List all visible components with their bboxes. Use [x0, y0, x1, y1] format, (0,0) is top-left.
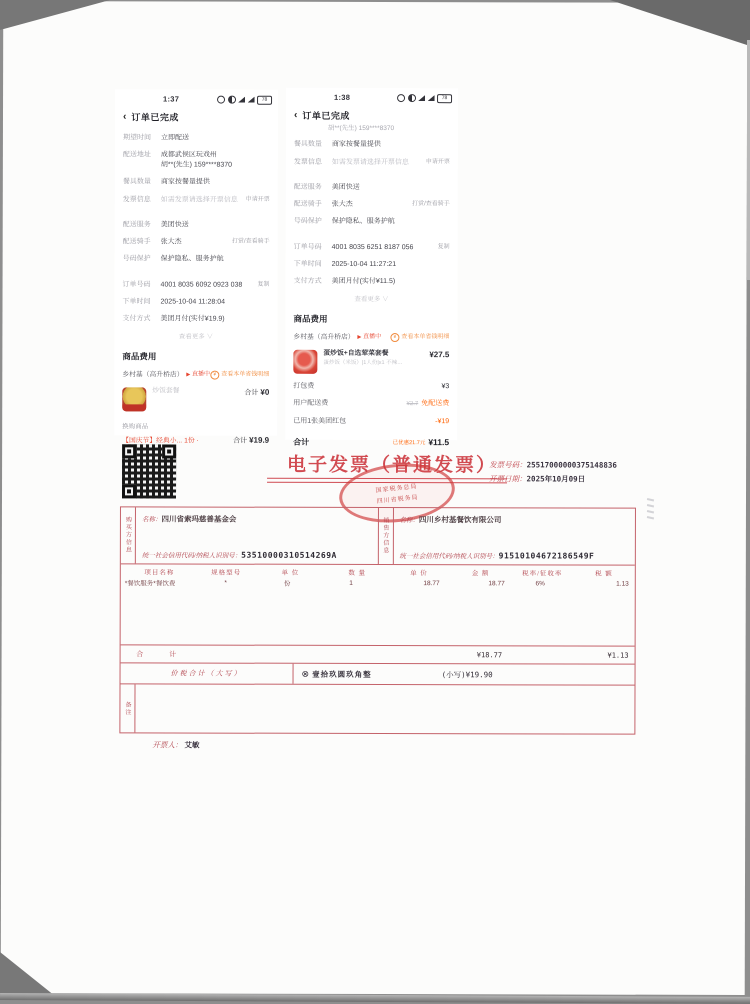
savings-link[interactable]: ¥ 查看本单省钱明细 — [390, 333, 449, 342]
buyer-block — [121, 507, 378, 564]
order-number-value: 4001 8035 6092 0923 038 — [160, 281, 243, 289]
row-label: 配送骑手 — [122, 238, 151, 246]
invoice-meta — [489, 458, 617, 487]
row-value: 立即配送 — [160, 134, 189, 142]
rider-actions-link[interactable]: 打赏/查看骑手 — [231, 238, 270, 245]
copy-link[interactable]: 复制 — [437, 243, 450, 250]
fee-row-packaging — [285, 379, 457, 396]
name-label: 名称： — [141, 516, 162, 524]
remark-content — [135, 684, 634, 733]
seal-text-bottom: 四川省税务局 — [376, 494, 419, 506]
buyer-name: 四川省索玛慈善基金会 — [161, 514, 237, 524]
row-value: 商家按餐量提供 — [160, 178, 210, 187]
items-zone — [121, 564, 635, 645]
row-value: 保护隐私、服务护航 — [160, 255, 224, 263]
store-row[interactable] — [285, 330, 457, 345]
item-total: 合计 ¥0 — [244, 387, 270, 397]
invoice-date: 2025年10月09日 — [526, 474, 586, 484]
order-status-title: 订单已完成 — [302, 110, 350, 121]
item-name: 蛋炒饭+自选荤菜套餐 — [323, 349, 389, 357]
coupon-discount: -¥19 — [435, 417, 450, 425]
issuer-label: 开票人： — [152, 740, 183, 750]
address-partial-text: 胡**(先生) 159****8370 — [327, 125, 395, 133]
row-label: 号码保护 — [122, 255, 151, 263]
info-row-address — [115, 147, 278, 175]
name-label: 名称： — [399, 517, 419, 525]
status-icons — [217, 95, 272, 104]
info-row-number-protect — [286, 214, 458, 232]
signal-icon — [428, 95, 435, 101]
row-value: 美团快送 — [160, 221, 189, 229]
info-row-order-time — [286, 256, 458, 274]
order-screenshot-right — [285, 88, 458, 448]
store-row[interactable] — [114, 367, 277, 382]
info-row-tableware — [286, 137, 458, 155]
order-status-title: 订单已完成 — [131, 112, 179, 123]
row-label: 配送骑手 — [293, 200, 322, 208]
row-label: 配送服务 — [293, 183, 322, 191]
invoice-table — [119, 506, 636, 734]
remark-label: 备注 — [120, 684, 135, 732]
item-name: 炒饭套餐 — [152, 387, 180, 395]
row-value: 美团快送 — [331, 183, 360, 191]
row-label: 期望时间 — [122, 134, 151, 142]
row-label: 号码保护 — [293, 218, 322, 226]
info-row-rider — [286, 196, 458, 214]
amount-in-figures: (小写)¥19.90 — [441, 669, 493, 679]
back-icon[interactable]: ‹ — [293, 109, 298, 121]
row-label: 支付方式 — [293, 277, 322, 285]
party-row — [121, 507, 635, 565]
sub-section-label: 换购商品 — [122, 423, 149, 431]
subtotal-tax: ¥1.13 — [607, 651, 629, 660]
row-value: 张大杰 — [331, 200, 353, 209]
copy-link[interactable]: 复制 — [257, 281, 270, 288]
status-bar — [115, 89, 278, 106]
invoice-item-row: *餐饮服务*餐饮费 * 份 1 18.77 18.77 6% 1.13 — [124, 579, 629, 588]
info-row-rider — [115, 234, 278, 252]
old-price: ¥2.7 — [406, 401, 419, 408]
invoice-title: 电子发票（普通发票） — [287, 454, 498, 477]
back-icon[interactable]: ‹ — [122, 111, 127, 123]
grand-total-row — [121, 663, 635, 685]
info-row-invoice — [286, 154, 458, 172]
row-value: 张大杰 — [160, 238, 182, 246]
goods-section-title: 商品费用 — [122, 351, 157, 362]
status-time: 1:38 — [334, 92, 351, 102]
info-row-number-protect — [115, 251, 278, 269]
order-number-value: 4001 8035 6251 8187 056 — [331, 243, 414, 251]
grand-total-label: 价税合计（大写） — [121, 663, 294, 683]
store-name[interactable]: 乡村基（高升桥店） — [293, 333, 355, 341]
status-bar — [286, 88, 458, 105]
row-value: 美团月付(实付¥11.5) — [331, 277, 396, 286]
info-row-payment — [286, 273, 458, 291]
row-value: 商家按餐量提供 — [331, 141, 381, 149]
invoice-date-label: 开票日期： — [489, 474, 527, 484]
tax-id-label: 统一社会信用代码/纳税人识别号： — [399, 553, 499, 561]
alarm-icon — [217, 96, 225, 104]
tax-id-label: 统一社会信用代码/纳税人识别号： — [141, 552, 242, 560]
scanned-page — [1, 1, 748, 995]
fee-label: 用户配送费 — [293, 400, 329, 408]
total-label: 合计 — [293, 438, 310, 448]
invoice-number: 25517000000375148836 — [526, 460, 617, 470]
signal-icon — [418, 95, 425, 101]
fee-row-delivery — [285, 396, 457, 413]
seller-block — [377, 508, 635, 565]
apply-invoice-link[interactable]: 申请开票 — [425, 158, 450, 165]
invoice-qr-code — [122, 444, 176, 498]
table-header-row: 项目名称 规格型号 单 位 数 量 单 价 金 额 税率/征收率 税 额 — [144, 569, 613, 578]
info-row-order-number — [115, 276, 278, 294]
view-more-link[interactable]: 查看更多 ∨ — [354, 295, 389, 303]
row-label: 餐具数量 — [293, 141, 322, 149]
savings-link[interactable]: ¥ 查看本单省钱明细 — [210, 371, 269, 380]
status-icons — [397, 94, 452, 103]
row-label: 发票信息 — [293, 158, 322, 166]
info-row-delivery-service — [286, 179, 458, 197]
promo-item-total: 合计 ¥19.9 — [233, 436, 270, 446]
info-row-delivery-service — [115, 217, 278, 235]
buyer-tax-id: 53510000310514269A — [241, 550, 337, 560]
row-label: 支付方式 — [122, 315, 151, 323]
goods-item-row — [114, 382, 277, 416]
remark-row — [120, 684, 634, 733]
food-thumbnail — [122, 387, 146, 411]
battery-icon: 78 — [437, 94, 452, 103]
fee-value: ¥2.7 免配送费 — [406, 400, 450, 408]
row-value: 保护隐私、服务护航 — [331, 218, 395, 226]
status-time: 1:37 — [163, 94, 180, 104]
buyer-side-label: 购买方信息 — [121, 507, 136, 563]
fee-row-coupon — [285, 413, 457, 430]
row-label: 下单时间 — [293, 260, 322, 268]
row-label: 订单号码 — [293, 243, 322, 251]
live-badge[interactable]: 直播中 — [186, 372, 210, 379]
page-header — [115, 106, 278, 130]
food-thumbnail — [293, 350, 317, 374]
seal-text-top: 国家税务总局 — [375, 483, 418, 495]
order-total-row — [285, 430, 457, 452]
faint-edge-marks — [647, 499, 654, 519]
row-label: 配送服务 — [122, 221, 151, 229]
issuer-line — [152, 739, 199, 750]
rider-actions-link[interactable]: 打赏/查看骑手 — [412, 201, 450, 208]
view-more-link[interactable]: 查看更多 ∨ — [178, 333, 214, 341]
battery-icon: 78 — [257, 95, 272, 104]
subtotal-label: 合 计 — [136, 649, 181, 658]
row-value: 2025-10-04 11:28:04 — [160, 298, 226, 306]
row-value: 美团月付(实付¥19.9) — [160, 315, 225, 323]
crossed-circle-icon: ⊗ — [301, 668, 310, 679]
info-row-expect-time — [115, 130, 278, 148]
info-row-tableware — [115, 174, 278, 192]
item-price: ¥27.5 — [429, 350, 450, 360]
promo-item-name: 【国庆节】经典小... 1份 · — [122, 436, 199, 445]
goods-item-row — [285, 345, 457, 379]
live-badge[interactable]: 直播中 — [358, 334, 382, 341]
row-label: 配送地址 — [122, 151, 151, 159]
info-row-payment — [114, 311, 277, 329]
issuer-name: 艾敏 — [184, 740, 200, 750]
alarm-icon — [397, 94, 405, 102]
row-value: 2025-10-04 11:27:21 — [331, 260, 397, 268]
seller-side-label: 销售方信息 — [378, 508, 393, 564]
row-label: 发票信息 — [122, 196, 151, 204]
discount-note: 已优惠21.7元 — [392, 439, 426, 446]
row-value: 成都武侯区玩戏州 胡**(先生) 159****8370 — [160, 151, 233, 169]
signal-icon — [248, 97, 255, 103]
data-saver-icon — [228, 96, 236, 104]
fee-value: ¥3 — [441, 383, 450, 391]
order-screenshot-left — [114, 89, 278, 446]
row-value: 如需发票请选择开票信息 — [331, 158, 409, 166]
item-spec-text: 蛋炒饭（米饭）|1人份|x1 不辣… — [323, 360, 403, 367]
subtotal-amount: ¥18.77 — [476, 650, 503, 659]
row-label: 下单时间 — [122, 298, 151, 306]
store-name[interactable]: 乡村基（高升桥店） — [122, 370, 184, 379]
goods-section-title: 商品费用 — [293, 313, 328, 325]
amount-in-words: 壹拾玖圆玖角整 — [312, 669, 372, 679]
info-row-order-time — [114, 294, 277, 312]
seller-name: 四川乡村基餐饮有限公司 — [418, 515, 502, 525]
seller-tax-id: 91510104672186549F — [498, 551, 595, 561]
invoice-number-label: 发票号码： — [489, 460, 527, 470]
fee-label: 打包费 — [293, 383, 315, 391]
subtotal-row — [121, 644, 635, 664]
data-saver-icon — [408, 94, 416, 102]
info-row-invoice — [115, 191, 278, 209]
signal-icon — [238, 97, 245, 103]
apply-invoice-link[interactable]: 申请开票 — [245, 196, 270, 203]
total-amount: ¥11.5 — [428, 437, 450, 448]
row-label: 餐具数量 — [122, 178, 151, 186]
fee-label: 已用1张美团红包 — [293, 417, 347, 425]
row-value: 如需发票请选择开票信息 — [160, 196, 238, 204]
row-label: 订单号码 — [122, 280, 151, 289]
info-row-order-number — [286, 239, 458, 257]
